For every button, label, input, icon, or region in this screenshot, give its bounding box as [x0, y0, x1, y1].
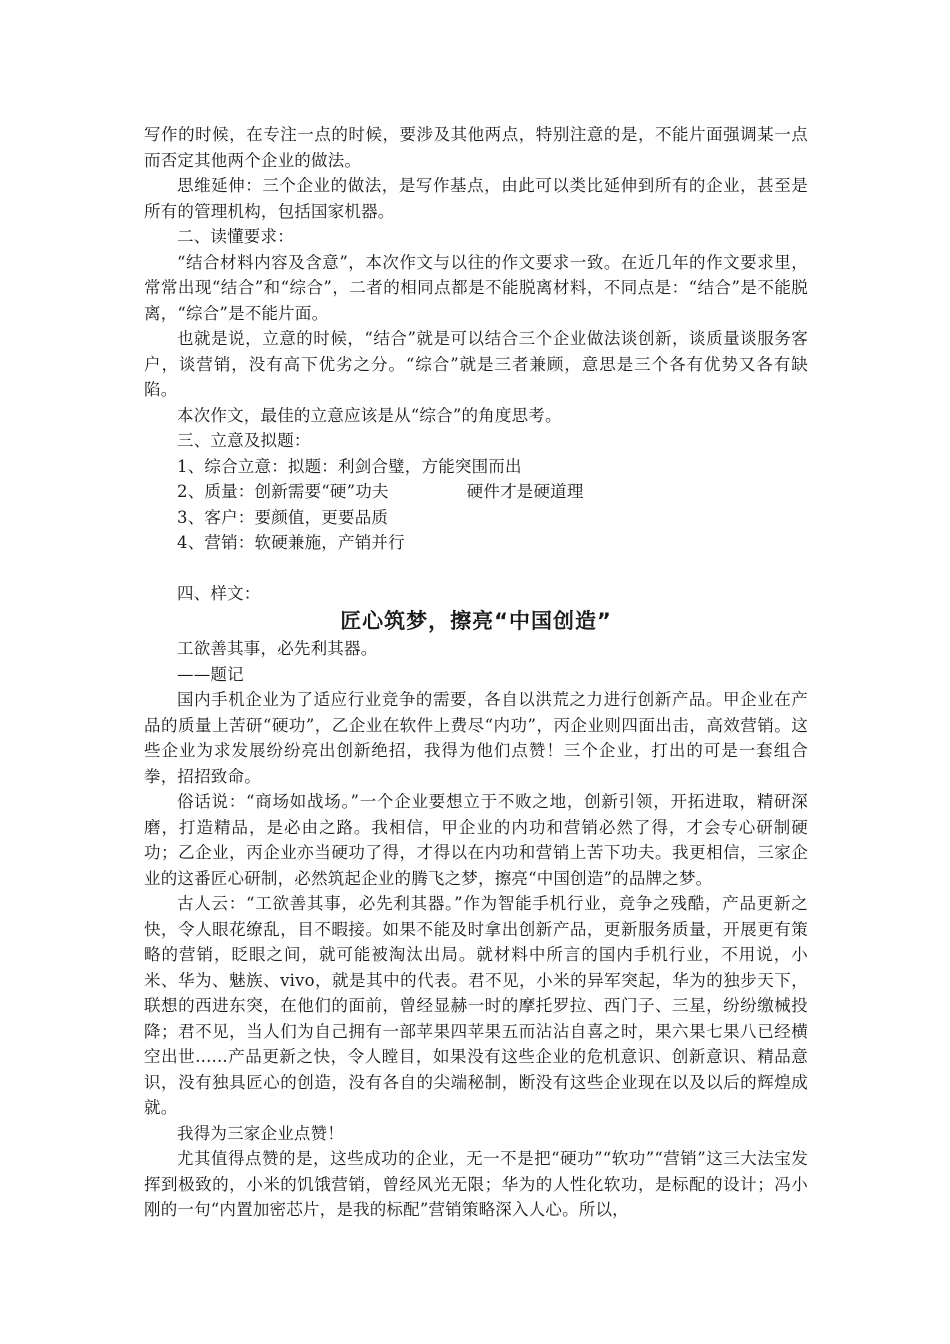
list-item: 4、营销：软硬兼施，产销并行 — [177, 533, 405, 552]
essay-title: 匠心筑梦，擦亮“中国创造” — [340, 609, 612, 633]
list-item-text: 2、质量：创新需要“硬”功夫 — [177, 482, 389, 501]
document-body — [144, 122, 808, 1223]
list-item-alt-title: 硬件才是硬道理 — [466, 482, 584, 501]
paragraph: 思维延伸：三个企业的做法，是写作基点，由此可以类比延伸到所有的企业，甚至是所有的管理机构，包括国家机器。 — [144, 176, 808, 221]
list-item: 3、客户：要颜值，更要品质 — [177, 507, 389, 527]
list-item: 1、综合立意：拟题：利剑合璧，方能突围而出 — [177, 456, 522, 476]
paragraph: “结合材料内容及含意”，本次作文与以往的作文要求一致。在近几年的作文要求里，常常出现“结合”和“综合”，二者的相同点都是不能脱离材料，不同点是：“结合”是不能脱离，“综合”是不能片面。 — [144, 252, 808, 323]
paragraph: 也就是说，立意的时候，“结合”就是可以结合三个企业做法谈创新，谈质量谈服务客户，谈营销，没有高下优劣之分。“综合”就是三者兼顾，意思是三个各有优势又各有缺陷。 — [144, 329, 808, 399]
paragraph: 国内手机企业为了适应行业竞争的需要，各自以洪荒之力进行创新产品。甲企业在产品的质量上苦研“硬功”，乙企业在软件上费尽“内功”，丙企业则四面出击，高效营销。这些企业为求发展纷纷亮出创新绝招，我得为他们点赞！三个企业，打出的可是一套组合拳，招招致命。 — [144, 690, 808, 786]
section-heading: 二、读懂要求： — [177, 227, 294, 246]
epigraph: 工欲善其事，必先利其器。 — [177, 639, 378, 658]
paragraph: 我得为三家企业点赞！ — [177, 1123, 344, 1143]
spacer — [144, 556, 808, 581]
section-heading: 四、样文： — [177, 583, 261, 603]
paragraph: 写作的时候，在专注一点的时候，要涉及其他两点，特别注意的是，不能片面强调某一点而否定其他两个企业的做法。 — [144, 125, 808, 170]
list-item — [144, 479, 808, 505]
epigraph-attribution: ——题记 — [177, 664, 244, 684]
section-heading: 三、立意及拟题： — [177, 431, 311, 450]
paragraph: 俗话说：“商场如战场。”一个企业要想立于不败之地，创新引领，开拓进取，精研深磨，打造精品，是必由之路。我相信，甲企业的内功和营销必然了得，才会专心研制硬功；乙企业，丙企业亦当硬功了得，才得以在内功和营销上苦下功夫。我更相信，三家企业的这番匠心研制，必然筑起企业的腾飞之梦，擦亮“中国创造”的品牌之梦。 — [144, 792, 808, 888]
paragraph: 尤其值得点赞的是，这些成功的企业，无一不是把“硬功”“软功”“营销”这三大法宝发挥到极致的，小米的饥饿营销，曾经风光无限；华为的人性化软功，是标配的设计；冯小刚的一句“内置加密芯片，是我的标配”营销策略深入人心。所以， — [144, 1149, 808, 1219]
paragraph: 本次作文，最佳的立意应该是从“综合”的角度思考。 — [177, 405, 562, 425]
paragraph: 古人云：“工欲善其事，必先利其器。”作为智能手机行业，竞争之残酷，产品更新之快，令人眼花缭乱，目不暇接。如果不能及时拿出创新产品，更新服务质量，开展更有策略的营销，眨眼之间，就可能被淘汰出局。就材料中所言的国内手机行业，不用说，小米、华为、魅族、vivo，就是其中的代表。君不见，小米的异军突起，华为的独步天下，联想的西进东突，在他们的面前，曾经显赫一时的摩托罗拉、西门子、三星，纷纷缴械投降；君不见，当人们为自己拥有一部苹果四苹果五而沾沾自喜之时，果六果七果八已经横空出世......产品更新之快，令人瞠目，如果没有这些企业的危机意识、创新意识、精品意识，没有独具匠心的创造，没有各自的尖端秘制，断没有这些企业现在以及以后的辉煌成就。 — [144, 894, 808, 1117]
